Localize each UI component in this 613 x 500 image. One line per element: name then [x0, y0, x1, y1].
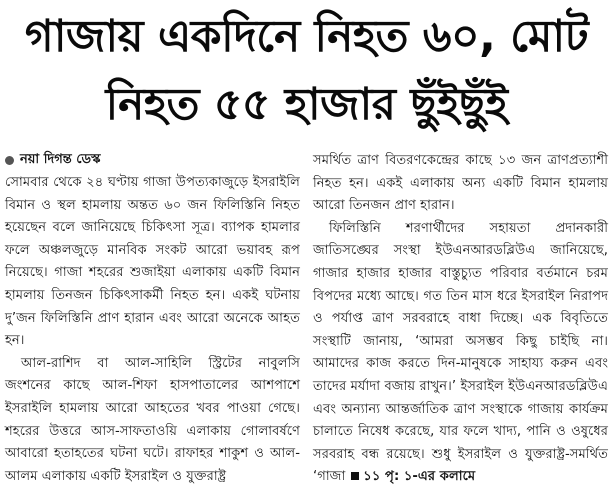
- byline: [5, 150, 300, 170]
- paragraph: আল-রাশিদ বা আল-সাহিলি স্ট্রিটের নাবুলসি জংশনের কাছে আল-শিফা হাসপাতালের আশপাশে ইসরাইলি হামলায় আরো আহতের খবর পাওয়া গেছে। শহরের উত্তরে আস-সাফতাওয়ি এলাকায় গোলাবর্ষণে আবারো হতাহতের ঘটনা ঘটে। রাফাহর শাকুশ ও আল-আলম এলাকায় একটি ইসরাইল ও যুক্তরাষ্ট্র: [5, 355, 300, 484]
- paragraph: সমর্থিত ত্রাণ বিতরণকেন্দ্রের কাছে ১৩ জন ত্রাণপ্রত্যাশী নিহত হন। একই এলাকায় অন্য একটি বিমান হামলায় আরো তিনজন প্রাণ হারান।: [313, 153, 608, 214]
- headline-line-2: নিহত ৫৫ হাজার ছুঁইছুঁই: [105, 79, 508, 130]
- square-bullet-icon: [351, 472, 359, 480]
- continued-on-page: ১১ পৃ: ১-এর কলামে: [363, 469, 476, 485]
- bullet-icon: [5, 156, 14, 165]
- article-column-left: [5, 150, 300, 488]
- paragraph-text: ফিলিস্তিনি শরণার্থীদের সহায়তা প্রদানকারী জাতিসঙ্ঘের সংস্থা ইউএনআরডব্লিউএ জানিয়েছে, গাজার হাজার হাজার বাস্তুচ্যুত পরিবার বর্তমানে চরম বিপদের মধ্যে আছে। গত তিন মাস ধরে ইসরাইল নিরাপদ ও পর্যাপ্ত ত্রাণ সরবরাহে বাধা দিচ্ছে। এক বিবৃতিতে সংস্থাটি জানায়, ‘আমরা অসম্ভব কিছু চাইছি না। আমাদের কাজ করতে দিন-মানুষকে সাহায্য করুন এবং তাদের মর্যাদা বজায় রাখুন।’ ইসরাইল ইউএনআরডব্লিউএ এবং অন্যান্য আন্তর্জাতিক ত্রাণ সংস্থাকে গাজায় কার্যক্রম চালাতে নিষেধ করেছে, যার ফলে খাদ্য, পানি ও ওষুধের সরবরাহ বন্ধ রয়েছে। শুধু ইসরাইল ও যুক্তরাষ্ট্র-সমর্থিত ‘গাজা: [313, 220, 608, 485]
- byline-text: নয়া দিগন্ত ডেস্ক: [20, 152, 101, 167]
- headline-line-1: গাজায় একদিনে নিহত ৬০, মোট: [24, 11, 589, 62]
- paragraph: সোমবার থেকে ২৪ ঘণ্টায় গাজা উপত্যকাজুড়ে ইসরাইলি বিমান ও স্থল হামলায় অন্তত ৬০ জন ফিলিস্তিনি নিহত হয়েছেন বলে জানিয়েছে চিকিৎসা সূত্র। ব্যাপক হামলার ফলে অঞ্চলজুড়ে মানবিক সংকট আরো ভয়াবহ রূপ নিয়েছে। গাজা শহরের শুজাইয়া এলাকায় একটি বিমান হামলায় তিনজন চিকিৎসাকর্মী নিহত হন। একই ঘটনায় দু’জন ফিলিস্তিনি প্রাণ হারান এবং আরো অনেকে আহত হন।: [5, 175, 300, 349]
- paragraph-last: [313, 218, 608, 489]
- article-column-right: [313, 150, 608, 489]
